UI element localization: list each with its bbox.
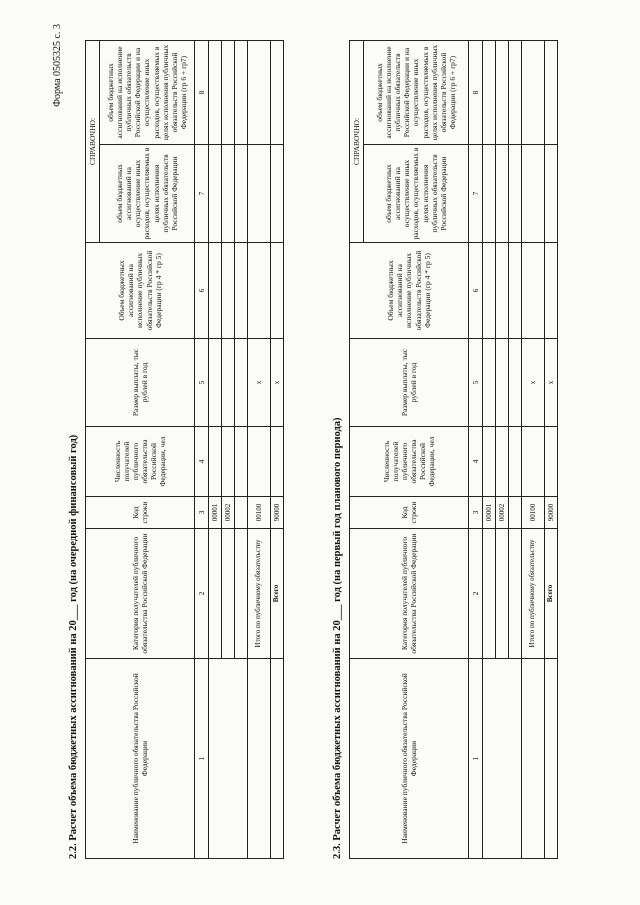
column-number: 1 bbox=[469, 659, 483, 859]
header-payment-size: Размер выплаты, тыс рублей в год bbox=[350, 339, 469, 427]
cell-count[interactable] bbox=[496, 427, 509, 497]
subtotal-other[interactable] bbox=[248, 145, 271, 243]
column-number: 2 bbox=[469, 529, 483, 659]
column-number: 5 bbox=[469, 339, 483, 427]
cell-volume[interactable] bbox=[222, 243, 235, 339]
cell-volume[interactable] bbox=[483, 243, 496, 339]
cell-row-code bbox=[235, 497, 248, 529]
subtotal-volume[interactable] bbox=[522, 243, 545, 339]
column-number: 8 bbox=[195, 40, 209, 144]
grand-total-volume[interactable] bbox=[271, 243, 284, 339]
subtotal-payment: x bbox=[522, 339, 545, 427]
section-2-2-title: 2.2. Расчет объема бюджетных ассигнований на 20___ год (на очередной финансовый год) bbox=[68, 434, 79, 859]
cell-total[interactable] bbox=[509, 40, 522, 144]
subtotal-count[interactable] bbox=[522, 427, 545, 497]
header-recipient-category: Категория получателей публичного обязательства Российской Федерации bbox=[350, 529, 469, 659]
cell-row-code: 00002 bbox=[496, 497, 509, 529]
cell-volume[interactable] bbox=[209, 243, 222, 339]
grand-total-payment: x bbox=[271, 339, 284, 427]
grand-total-total[interactable] bbox=[271, 40, 284, 144]
cell-payment[interactable] bbox=[483, 339, 496, 427]
cell-category[interactable] bbox=[209, 529, 222, 659]
cell-other[interactable] bbox=[235, 145, 248, 243]
section-2-3-title: 2.3. Расчет объема бюджетных ассигнований на 20___ год (на первый год планового периода) bbox=[332, 417, 343, 859]
cell-category[interactable] bbox=[222, 529, 235, 659]
reference-label: СПРАВОЧНО: bbox=[86, 40, 100, 242]
cell-obligation-name[interactable] bbox=[483, 659, 522, 859]
cell-other[interactable] bbox=[509, 145, 522, 243]
header-other-expenses: объем бюджетных ассигнований на осуществление иных расходов, осуществляемых в целях исполнения публичных обязательств Российской Федерации bbox=[100, 145, 195, 243]
subtotal-other[interactable] bbox=[522, 145, 545, 243]
cell-obligation-name[interactable] bbox=[209, 659, 248, 859]
cell-total[interactable] bbox=[483, 40, 496, 144]
cell-other[interactable] bbox=[209, 145, 222, 243]
header-row-code: Код строки bbox=[350, 497, 469, 529]
subtotal-volume[interactable] bbox=[248, 243, 271, 339]
cell-category[interactable] bbox=[483, 529, 496, 659]
grand-total-label: Всего bbox=[545, 529, 558, 659]
grand-total-code: 90000 bbox=[271, 497, 284, 529]
header-other-expenses: объем бюджетных ассигнований на осуществление иных расходов, осуществляемых в целях исполнения публичных обязательств Российской Федерации bbox=[364, 145, 469, 243]
cell-payment[interactable] bbox=[509, 339, 522, 427]
grand-total-payment: x bbox=[545, 339, 558, 427]
cell-row-code bbox=[509, 497, 522, 529]
column-number: 3 bbox=[469, 497, 483, 529]
column-number: 1 bbox=[195, 659, 209, 859]
form-code: Форма 0505325 с. 3 bbox=[52, 24, 63, 107]
column-number: 5 bbox=[195, 339, 209, 427]
column-number: 8 bbox=[469, 40, 483, 144]
grand-total-other[interactable] bbox=[271, 145, 284, 243]
subtotal-code: 00100 bbox=[522, 497, 545, 529]
cell-count[interactable] bbox=[222, 427, 235, 497]
header-allocation-volume: Объем бюджетных ассигнований на исполнение публичных обязательств Российской Федерации (гр 4 * гр 5) bbox=[86, 243, 195, 339]
cell-payment[interactable] bbox=[222, 339, 235, 427]
cell-count[interactable] bbox=[483, 427, 496, 497]
column-number: 6 bbox=[469, 243, 483, 339]
grand-total-volume[interactable] bbox=[545, 243, 558, 339]
header-total-allocations: объем бюджетных ассигнований на исполнение публичных обязательств Российской Федерации и на осуществление иных расходов, осуществляемых в целях исполнения публичных обязательств Российской Федерации (гр 6 + гр7) bbox=[100, 40, 195, 144]
header-allocation-volume: Объем бюджетных ассигнований на исполнение публичных обязательств Российской Федерации (гр 4 * гр 5) bbox=[350, 243, 469, 339]
grand-total-label: Всего bbox=[271, 529, 284, 659]
cell-total[interactable] bbox=[496, 40, 509, 144]
cell-row-code: 00002 bbox=[222, 497, 235, 529]
cell-count[interactable] bbox=[209, 427, 222, 497]
header-recipient-category: Категория получателей публичного обязательства Российской Федерации bbox=[86, 529, 195, 659]
table-2-2 bbox=[85, 40, 284, 859]
header-recipient-count: Численность получателей публичного обязательства Российской Федерации, чел bbox=[350, 427, 469, 497]
subtotal-total[interactable] bbox=[248, 40, 271, 144]
cell-volume[interactable] bbox=[509, 243, 522, 339]
column-number: 2 bbox=[195, 529, 209, 659]
cell-total[interactable] bbox=[235, 40, 248, 144]
grand-total-other[interactable] bbox=[545, 145, 558, 243]
cell-total[interactable] bbox=[222, 40, 235, 144]
reference-label: СПРАВОЧНО: bbox=[350, 40, 364, 242]
cell-category[interactable] bbox=[496, 529, 509, 659]
header-recipient-count: Численность получателей публичного обязательства Российской Федерации, чел bbox=[86, 427, 195, 497]
grand-total-total[interactable] bbox=[545, 40, 558, 144]
cell-other[interactable] bbox=[483, 145, 496, 243]
cell-row-code: 00001 bbox=[483, 497, 496, 529]
cell-total[interactable] bbox=[209, 40, 222, 144]
cell-payment[interactable] bbox=[235, 339, 248, 427]
cell-other[interactable] bbox=[496, 145, 509, 243]
column-number: 3 bbox=[195, 497, 209, 529]
subtotal-count[interactable] bbox=[248, 427, 271, 497]
grand-total-code: 90000 bbox=[545, 497, 558, 529]
column-number: 7 bbox=[469, 145, 483, 243]
column-number: 7 bbox=[195, 145, 209, 243]
subtotal-label: Итого по публичному обязательству bbox=[248, 529, 271, 659]
header-public-obligation: Наименование публичного обязательства Российской Федерации bbox=[86, 659, 195, 859]
subtotal-label: Итого по публичному обязательству bbox=[522, 529, 545, 659]
cell-row-code: 00001 bbox=[209, 497, 222, 529]
column-number: 6 bbox=[195, 243, 209, 339]
cell-category[interactable] bbox=[235, 529, 248, 659]
cell-volume[interactable] bbox=[235, 243, 248, 339]
cell-other[interactable] bbox=[222, 145, 235, 243]
table-2-3 bbox=[349, 40, 558, 859]
subtotal-total[interactable] bbox=[522, 40, 545, 144]
grand-total-count[interactable] bbox=[545, 427, 558, 497]
column-number: 4 bbox=[195, 427, 209, 497]
grand-total-count[interactable] bbox=[271, 427, 284, 497]
subtotal-code: 00100 bbox=[248, 497, 271, 529]
header-public-obligation: Наименование публичного обязательства Российской Федерации bbox=[350, 659, 469, 859]
cell-payment[interactable] bbox=[209, 339, 222, 427]
cell-count[interactable] bbox=[235, 427, 248, 497]
cell-count[interactable] bbox=[509, 427, 522, 497]
header-row-code: Код строки bbox=[86, 497, 195, 529]
cell-category[interactable] bbox=[509, 529, 522, 659]
column-number: 4 bbox=[469, 427, 483, 497]
subtotal-payment: x bbox=[248, 339, 271, 427]
header-total-allocations: объем бюджетных ассигнований на исполнение публичных обязательств Российской Федерации и на осуществление иных расходов, осуществляемых в целях исполнения публичных обязательств Российской Федерации (гр 6 + гр7) bbox=[364, 40, 469, 144]
cell-volume[interactable] bbox=[496, 243, 509, 339]
header-payment-size: Размер выплаты, тыс рублей в год bbox=[86, 339, 195, 427]
cell-payment[interactable] bbox=[496, 339, 509, 427]
